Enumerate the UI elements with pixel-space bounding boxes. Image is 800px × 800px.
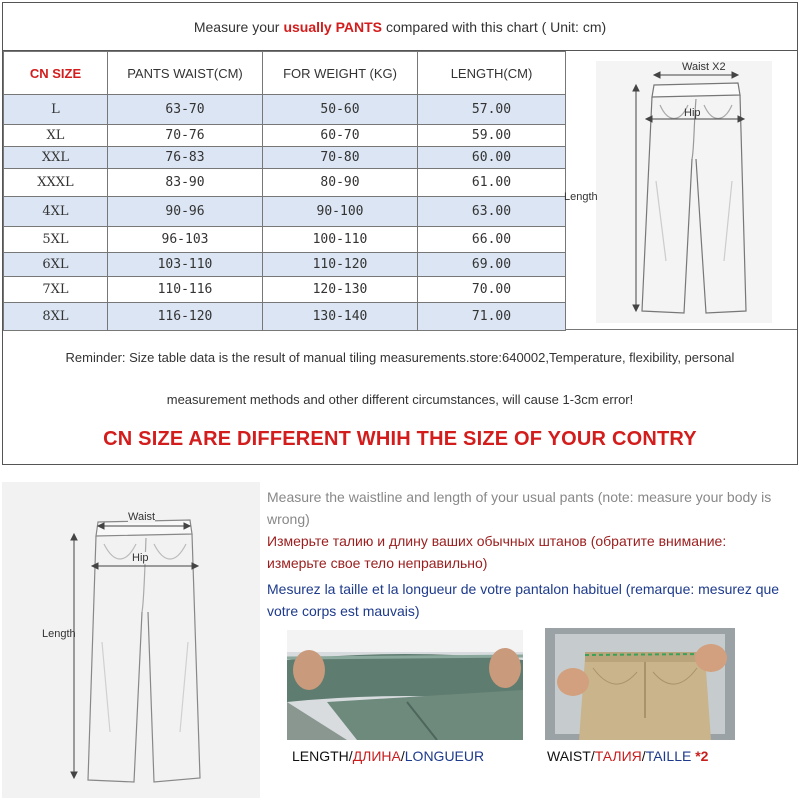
note-english: Measure the waistline and length of your usual pants (note: measure your body is wrong) <box>267 489 772 527</box>
cell-length: 57.00 <box>418 95 566 125</box>
cell-waist: 63-70 <box>108 95 263 125</box>
pants-length-photo-icon <box>287 630 523 740</box>
table-row <box>4 303 566 331</box>
cell-length: 59.00 <box>418 125 566 147</box>
length-caption-en: LENGTH <box>292 748 349 764</box>
length-measure-photo <box>287 630 523 740</box>
waist-caption-ru: ТАЛИЯ <box>594 748 642 764</box>
size-table <box>3 51 566 331</box>
length-caption: LENGTH/ДЛИНА/LONGUEUR <box>292 748 485 764</box>
cell-weight: 90-100 <box>263 197 418 227</box>
reminder-line-2: measurement methods and other different circumstances, will cause 1-3cm error! <box>166 392 634 407</box>
top-length-label: Length <box>564 191 598 203</box>
cell-weight: 110-120 <box>263 253 418 277</box>
cell-weight: 120-130 <box>263 277 418 303</box>
note-french: Mesurez la taille et la longueur de votre pantalon habituel (remarque: mesurez que votre corps est mauvais) <box>267 581 780 619</box>
cell-weight: 80-90 <box>263 169 418 197</box>
cell-size: 8XL <box>4 303 108 331</box>
pants-outline-icon <box>2 482 260 798</box>
column-header-length: LENGTH(CM) <box>418 52 566 95</box>
cell-size: 5XL <box>4 227 108 253</box>
header-highlight: usually PANTS <box>283 18 382 35</box>
top-hip-label: Hip <box>684 107 701 119</box>
waist-multiplier: *2 <box>695 748 709 764</box>
bottom-hip-label: Hip <box>132 552 149 564</box>
top-waist-label: Waist X2 <box>682 61 726 73</box>
reminder-line-1: Reminder: Size table data is the result of manual tiling measurements.store:640002,Temperature, flexibility, personal <box>65 350 735 365</box>
size-chart-card <box>2 2 798 465</box>
waist-caption-en: WAIST <box>547 748 591 764</box>
reminder-section <box>3 330 797 464</box>
cell-waist: 90-96 <box>108 197 263 227</box>
cell-size: 7XL <box>4 277 108 303</box>
cell-weight: 70-80 <box>263 147 418 169</box>
cell-size: XL <box>4 125 108 147</box>
cell-size: L <box>4 95 108 125</box>
cell-length: 60.00 <box>418 147 566 169</box>
cell-waist: 103-110 <box>108 253 263 277</box>
bottom-measure-diagram <box>2 482 260 798</box>
cell-weight: 50-60 <box>263 95 418 125</box>
bottom-waist-label: Waist <box>128 511 156 523</box>
header-suffix: compared with this chart ( Unit: cm) <box>385 18 607 35</box>
chart-header <box>3 3 797 51</box>
table-row <box>4 147 566 169</box>
cell-length: 63.00 <box>418 197 566 227</box>
cell-length: 69.00 <box>418 253 566 277</box>
column-header-weight: FOR WEIGHT (KG) <box>263 52 418 95</box>
cell-size: XXXL <box>4 169 108 197</box>
table-row <box>4 169 566 197</box>
cell-length: 66.00 <box>418 227 566 253</box>
cell-waist: 70-76 <box>108 125 263 147</box>
pants-outline-icon <box>596 61 772 323</box>
cell-length: 70.00 <box>418 277 566 303</box>
cell-waist: 83-90 <box>108 169 263 197</box>
top-measure-diagram <box>565 51 797 330</box>
waist-caption-fr: TAILLE <box>645 748 692 764</box>
pants-waist-photo-icon <box>545 628 735 740</box>
cell-length: 71.00 <box>418 303 566 331</box>
table-header-row <box>4 52 566 95</box>
header-prefix: Measure your <box>193 18 280 35</box>
cell-weight: 130-140 <box>263 303 418 331</box>
cell-waist: 110-116 <box>108 277 263 303</box>
cell-length: 61.00 <box>418 169 566 197</box>
table-row <box>4 95 566 125</box>
cell-waist: 96-103 <box>108 227 263 253</box>
cell-waist: 76-83 <box>108 147 263 169</box>
cell-size: 6XL <box>4 253 108 277</box>
cell-waist: 116-120 <box>108 303 263 331</box>
cell-weight: 60-70 <box>263 125 418 147</box>
column-header-cn-size: CN SIZE <box>4 52 108 95</box>
waist-measure-photo <box>545 628 735 740</box>
column-header-waist: PANTS WAIST(CM) <box>108 52 263 95</box>
cell-weight: 100-110 <box>263 227 418 253</box>
cell-size: 4XL <box>4 197 108 227</box>
cell-size: XXL <box>4 147 108 169</box>
table-row <box>4 227 566 253</box>
table-row <box>4 125 566 147</box>
top-diagram-background <box>564 61 772 323</box>
table-row <box>4 253 566 277</box>
size-warning: CN SIZE ARE DIFFERENT WHIH THE SIZE OF YOUR CONTRY <box>103 428 697 450</box>
table-row <box>4 277 566 303</box>
length-caption-fr: LONGUEUR <box>404 748 485 764</box>
bottom-length-label: Length <box>42 628 76 640</box>
note-russian: Измерьте талию и длину ваших обычных штанов (обратите внимание: измерьте свое тело неправильно) <box>267 533 727 571</box>
table-row <box>4 197 566 227</box>
length-caption-ru: ДЛИНА <box>352 748 401 764</box>
waist-caption: WAIST/ТАЛИЯ/TAILLE *2 <box>547 748 709 764</box>
